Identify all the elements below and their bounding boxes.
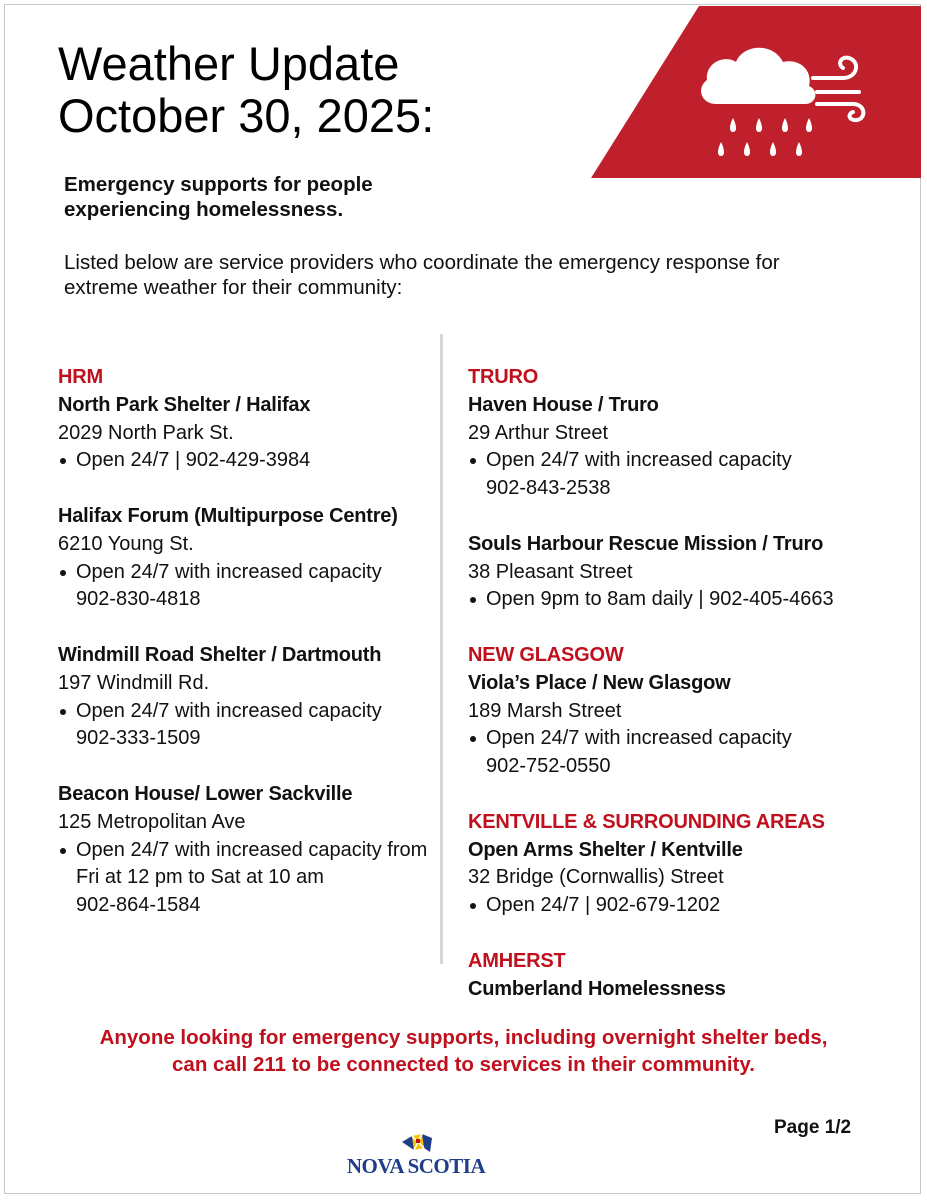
provider-souls-harbour (468, 531, 913, 614)
provider-name: Cumberland Homelessness (468, 977, 726, 1000)
provider-details: Open 24/7 with increased capacity (468, 447, 913, 475)
provider-name: Beacon House/ Lower Sackville (58, 782, 353, 805)
provider-details: Open 24/7 | 902-679-1202 (468, 892, 913, 920)
footer-211-note (0, 1024, 927, 1078)
provider-violas-place (468, 670, 913, 781)
footer-note-line-1: Anyone looking for emergency supports, including overnight shelter beds, (99, 1026, 828, 1049)
provider-details: Open 24/7 with increased capacity from Fri at 12 pm to Sat at 10 am (58, 837, 433, 893)
provider-phone: 902-830-4818 (76, 588, 201, 611)
subtitle-line-2: experiencing homelessness. (64, 198, 344, 221)
provider-details: Open 9pm to 8am daily | 902-405-4663 (468, 586, 913, 614)
column-divider (440, 334, 443, 964)
provider-address: 197 Windmill Rd. (58, 671, 210, 694)
bullet-icon (470, 458, 476, 464)
provider-name: Souls Harbour Rescue Mission / Truro (468, 532, 824, 555)
bullet-icon (60, 570, 66, 576)
bullet-icon (60, 458, 66, 464)
bullet-icon (470, 736, 476, 742)
right-column (468, 364, 913, 1003)
intro-line-1: Listed below are service providers who coordinate the emergency response for (64, 251, 780, 274)
provider-windmill-road (58, 642, 433, 753)
provider-phone: 902-752-0550 (486, 755, 611, 778)
footer-note-line-2: can call 211 to be connected to services in their community. (172, 1053, 755, 1076)
bullet-icon (60, 709, 66, 715)
provider-north-park (58, 392, 433, 475)
provider-phone: 902-864-1584 (76, 894, 201, 917)
intro-text (64, 250, 884, 300)
provider-address: 2029 North Park St. (58, 421, 234, 444)
provider-name: Windmill Road Shelter / Dartmouth (58, 643, 382, 666)
logo-wordmark: NOVA SCOTIA (346, 1154, 486, 1178)
provider-open-arms (468, 837, 913, 920)
bullet-icon (470, 903, 476, 909)
weather-banner (591, 6, 921, 178)
provider-details: Open 24/7 | 902-429-3984 (58, 447, 433, 475)
provider-name: Halifax Forum (Multipurpose Centre) (58, 504, 398, 527)
region-heading-new-glasgow: NEW GLASGOW (468, 643, 624, 666)
provider-beacon-house (58, 781, 433, 920)
intro-line-2: extreme weather for their community: (64, 276, 403, 299)
nova-scotia-logo (336, 1132, 496, 1180)
provider-cumberland (468, 976, 913, 1004)
region-heading-amherst: AMHERST (468, 949, 566, 972)
title-line-1: Weather Update (58, 37, 400, 90)
region-heading-kentville: KENTVILLE & SURROUNDING AREAS (468, 810, 825, 833)
title-line-2: October 30, 2025: (58, 89, 435, 142)
provider-details: Open 24/7 with increased capacity (468, 725, 913, 753)
provider-details: Open 24/7 with increased capacity (58, 698, 433, 726)
provider-haven-house (468, 392, 913, 503)
bullet-icon (60, 848, 66, 854)
provider-address: 29 Arthur Street (468, 421, 609, 444)
left-column (58, 364, 433, 920)
provider-address: 38 Pleasant Street (468, 560, 633, 583)
region-heading-hrm: HRM (58, 366, 103, 388)
subtitle-line-1: Emergency supports for people (64, 173, 373, 196)
subtitle (64, 172, 373, 222)
region-heading-truro: TRURO (468, 366, 539, 388)
provider-phone: 902-333-1509 (76, 727, 201, 750)
provider-address: 125 Metropolitan Ave (58, 810, 246, 833)
bullet-icon (470, 597, 476, 603)
provider-address: 6210 Young St. (58, 532, 194, 555)
provider-details: Open 24/7 with increased capacity (58, 559, 433, 587)
provider-address: 189 Marsh Street (468, 699, 622, 722)
provider-name: North Park Shelter / Halifax (58, 393, 311, 416)
provider-phone: 902-843-2538 (486, 477, 611, 500)
page-title (58, 38, 434, 142)
provider-halifax-forum (58, 503, 433, 614)
provider-name: Open Arms Shelter / Kentville (468, 838, 743, 861)
provider-name: Haven House / Truro (468, 393, 659, 416)
provider-name: Viola’s Place / New Glasgow (468, 671, 731, 694)
page-number: Page 1/2 (774, 1117, 852, 1138)
provider-address: 32 Bridge (Cornwallis) Street (468, 866, 724, 889)
